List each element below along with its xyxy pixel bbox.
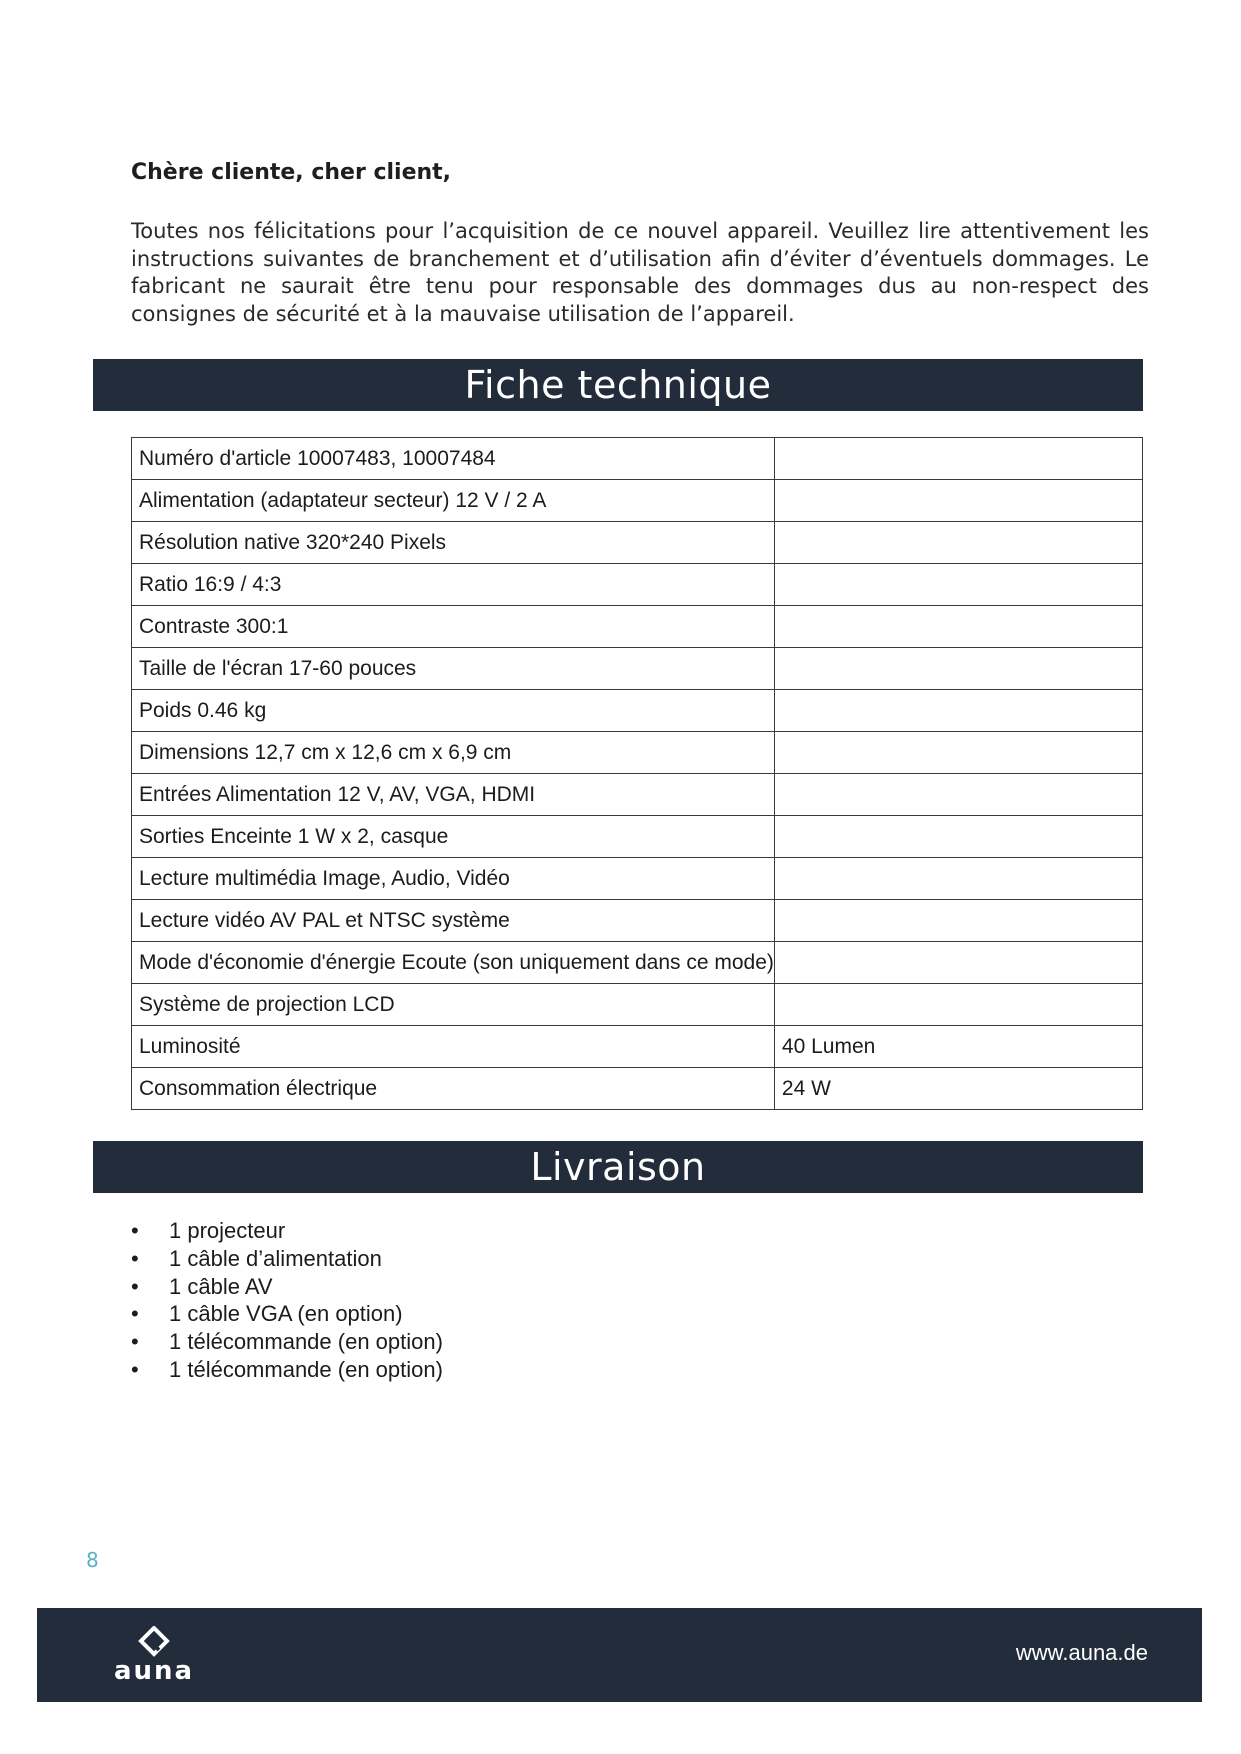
spec-row xyxy=(132,774,1143,816)
spec-row xyxy=(132,690,1143,732)
bullet-icon: • xyxy=(131,1245,139,1271)
delivery-item xyxy=(131,1217,443,1245)
spec-value-cell xyxy=(774,900,1142,942)
spec-value-cell xyxy=(774,522,1142,564)
spec-label-cell: Système de projection LCD xyxy=(132,984,775,1026)
spec-label-cell: Lecture multimédia Image, Audio, Vidéo xyxy=(132,858,775,900)
intro-paragraph: Toutes nos félicitations pour l’acquisition de ce nouvel appareil. Veuillez lire attentivement les instructions suivantes de branchement et d’utilisation afin d’éviter d’éventuels dommages. Le fabricant ne saurait être tenu pour responsable des dommages dus au non-respect des consignes de sécurité et à la mauvaise utilisation de l’appareil. xyxy=(131,219,1149,326)
spec-label-cell: Contraste 300:1 xyxy=(132,606,775,648)
spec-value-cell xyxy=(774,438,1142,480)
spec-row xyxy=(132,942,1143,984)
spec-label-cell: Ratio 16:9 / 4:3 xyxy=(132,564,775,606)
delivery-section-title: Livraison xyxy=(93,1141,1143,1193)
greeting: Chère cliente, cher client, xyxy=(131,160,452,185)
spec-row xyxy=(132,984,1143,1026)
spec-label-cell: Consommation électrique xyxy=(132,1068,775,1110)
spec-label-cell: Résolution native 320*240 Pixels xyxy=(132,522,775,564)
spec-value-cell: 24 W xyxy=(774,1068,1142,1110)
spec-label-cell: Poids 0.46 kg xyxy=(132,690,775,732)
auna-logo xyxy=(99,1626,209,1686)
delivery-item-text: 1 câble VGA (en option) xyxy=(169,1301,403,1327)
spec-value-cell: 40 Lumen xyxy=(774,1026,1142,1068)
delivery-item-text: 1 câble AV xyxy=(169,1273,273,1299)
delivery-item-text: 1 câble d’alimentation xyxy=(169,1245,382,1271)
spec-table xyxy=(131,437,1143,1110)
spec-row xyxy=(132,522,1143,564)
spec-value-cell xyxy=(774,858,1142,900)
spec-label-cell: Mode d'économie d'énergie Ecoute (son uniquement dans ce mode) xyxy=(132,942,775,984)
spec-value-cell xyxy=(774,690,1142,732)
auna-logo-mark-icon xyxy=(137,1626,171,1660)
spec-label-cell: Alimentation (adaptateur secteur) 12 V / 2 A xyxy=(132,480,775,522)
footer-bar xyxy=(37,1608,1202,1702)
spec-label-cell: Sorties Enceinte 1 W x 2, casque xyxy=(132,816,775,858)
delivery-item-text: 1 projecteur xyxy=(169,1218,286,1243)
spec-label-cell: Luminosité xyxy=(132,1026,775,1068)
page-number: 8 xyxy=(86,1548,99,1572)
delivery-item xyxy=(131,1273,443,1301)
spec-value-cell xyxy=(774,480,1142,522)
spec-row xyxy=(132,648,1143,690)
bullet-icon: • xyxy=(131,1356,139,1382)
spec-value-cell xyxy=(774,648,1142,690)
logo-text: auna xyxy=(113,1656,195,1686)
spec-row xyxy=(132,606,1143,648)
spec-row xyxy=(132,732,1143,774)
spec-value-cell xyxy=(774,984,1142,1026)
spec-value-cell xyxy=(774,606,1142,648)
bullet-icon: • xyxy=(131,1301,139,1327)
bullet-icon: • xyxy=(131,1273,139,1299)
spec-row xyxy=(132,564,1143,606)
spec-value-cell xyxy=(774,942,1142,984)
spec-label-cell: Numéro d'article 10007483, 10007484 xyxy=(132,438,775,480)
delivery-item xyxy=(131,1356,443,1384)
spec-row xyxy=(132,438,1143,480)
delivery-item xyxy=(131,1245,443,1273)
spec-row xyxy=(132,1026,1143,1068)
spec-row xyxy=(132,816,1143,858)
website-link[interactable]: www.auna.de xyxy=(1015,1640,1148,1665)
spec-label-cell: Taille de l'écran 17-60 pouces xyxy=(132,648,775,690)
spec-value-cell xyxy=(774,816,1142,858)
spec-label-cell: Lecture vidéo AV PAL et NTSC système xyxy=(132,900,775,942)
spec-value-cell xyxy=(774,732,1142,774)
spec-value-cell xyxy=(774,774,1142,816)
spec-label-cell: Entrées Alimentation 12 V, AV, VGA, HDMI xyxy=(132,774,775,816)
spec-row xyxy=(132,480,1143,522)
spec-section-title: Fiche technique xyxy=(93,359,1143,411)
spec-row xyxy=(132,858,1143,900)
delivery-item xyxy=(131,1328,443,1356)
spec-row xyxy=(132,900,1143,942)
delivery-item-text: 1 télécommande (en option) xyxy=(169,1329,443,1355)
spec-value-cell xyxy=(774,564,1142,606)
spec-label-cell: Dimensions 12,7 cm x 12,6 cm x 6,9 cm xyxy=(132,732,775,774)
spec-row xyxy=(132,1068,1143,1110)
delivery-list xyxy=(131,1217,443,1384)
delivery-item-text: 1 télécommande (en option) xyxy=(169,1356,443,1382)
delivery-item xyxy=(131,1300,443,1328)
bullet-icon: • xyxy=(131,1218,139,1243)
bullet-icon: • xyxy=(131,1329,139,1355)
